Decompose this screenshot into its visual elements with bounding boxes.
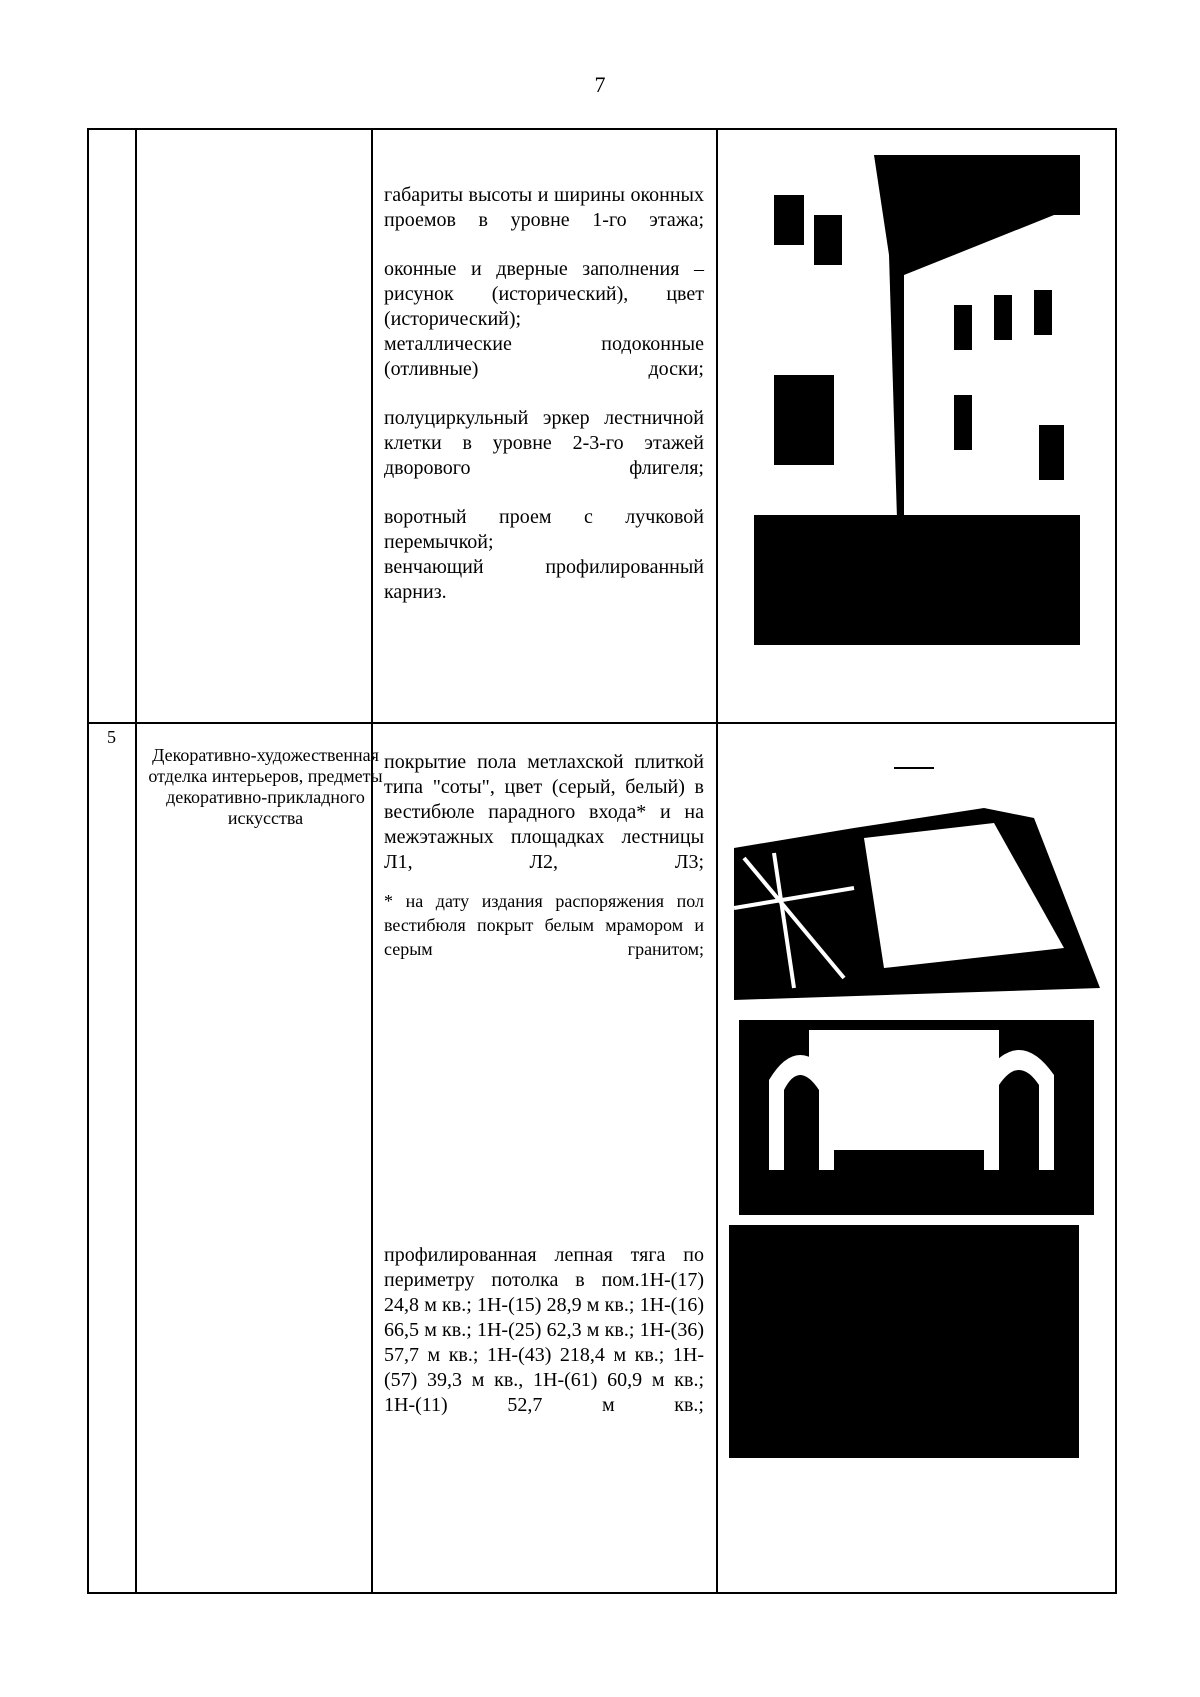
row-2-description bbox=[384, 750, 704, 985]
description-paragraph: венчающий профилированный карниз. bbox=[384, 556, 704, 603]
vestibule-floor-photo bbox=[734, 748, 1100, 1000]
row-1-description bbox=[384, 183, 704, 605]
molding-photo bbox=[729, 1225, 1079, 1458]
row-divider bbox=[89, 722, 1115, 724]
description-paragraph: * на дату издания распоряжения пол вестибюля покрыт белым мрамором и серым гранитом; bbox=[384, 891, 704, 959]
row-2-description-molding: профилированная лепная тяга по периметру потолка в пом.1Н-(17) 24,8 м кв.; 1Н-(15) 28,9 м кв.; 1Н-(16) 66,5 м кв.; 1Н-(25) 62,3 м кв.; 1Н-(36) 57,7 м кв.; 1Н-(43) 218,4 м кв.; 1Н-(57) 39,3 м кв., 1Н-(61) 60,9 м кв.; 1Н-(11) 52,7 м кв.; bbox=[384, 1244, 704, 1416]
page-number: 7 bbox=[594, 72, 606, 97]
column-divider bbox=[716, 130, 718, 1592]
vestibule-arches-photo bbox=[739, 1020, 1094, 1215]
column-divider bbox=[135, 130, 137, 1592]
description-paragraph: покрытие пола метлахской плиткой типа "соты", цвет (серый, белый) в вестибюле парадного входа* и на межэтажных площадках лестницы Л1, Л2, Л3; bbox=[384, 751, 704, 873]
molding-image bbox=[729, 1225, 1079, 1458]
description-paragraph: полуциркульный эркер лестничной клетки в уровне 2-3-го этажей дворового флигеля; bbox=[384, 407, 704, 479]
courtyard-facade-image bbox=[754, 155, 1080, 645]
vestibule-floor-image bbox=[734, 748, 1100, 1000]
description-paragraph: габариты высоты и ширины оконных проемов в уровне 1-го этажа; bbox=[384, 184, 704, 231]
courtyard-facade-photo bbox=[754, 155, 1080, 645]
description-paragraph: оконные и дверные заполнения – рисунок (исторический), цвет (исторический); bbox=[384, 258, 704, 330]
row-category: Декоративно-художественная отделка интерьеров, предметы декоративно-прикладного искусства bbox=[148, 745, 383, 828]
description-paragraph: металлические подоконные (отливные) доски; bbox=[384, 333, 704, 380]
description-paragraph: воротный проем с лучковой перемычкой; bbox=[384, 506, 704, 553]
row-number: 5 bbox=[107, 727, 116, 747]
column-divider bbox=[371, 130, 373, 1592]
vestibule-arches-image bbox=[739, 1020, 1094, 1215]
objects-table bbox=[87, 128, 1117, 1594]
